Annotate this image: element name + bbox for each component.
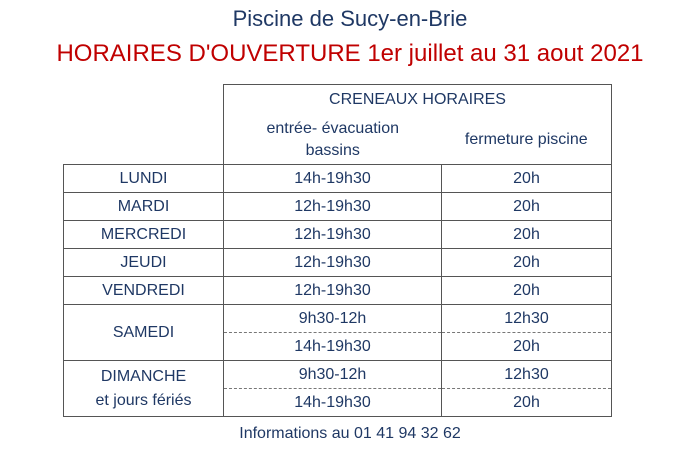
day-label: VENDREDI: [64, 277, 224, 305]
entry-evacuation-column-header: [224, 115, 442, 165]
day-label: JEUDI: [64, 249, 224, 277]
table-row: [64, 165, 612, 193]
entry-header-line1: entrée- évacuation: [266, 119, 400, 137]
entry-time: 9h30-12h: [224, 361, 442, 389]
closing-time: 20h: [442, 333, 612, 361]
closing-time: 20h: [442, 249, 612, 277]
schedule-table: [63, 84, 612, 417]
closing-time: 20h: [442, 221, 612, 249]
closing-time: 20h: [442, 389, 612, 417]
entry-time: 12h-19h30: [224, 221, 442, 249]
empty-corner-cell: [64, 85, 224, 165]
closing-time: 12h30: [442, 361, 612, 389]
day-label: MARDI: [64, 193, 224, 221]
closing-column-header: fermeture piscine: [442, 115, 612, 165]
day-label: LUNDI: [64, 165, 224, 193]
closing-time: 20h: [442, 277, 612, 305]
closing-time: 20h: [442, 165, 612, 193]
entry-time: 12h-19h30: [224, 277, 442, 305]
pool-name-title: Piscine de Sucy-en-Brie: [232, 6, 468, 31]
entry-time: 14h-19h30: [224, 165, 442, 193]
table-row: [64, 221, 612, 249]
day-label-sunday: [64, 361, 224, 417]
entry-time: 9h30-12h: [224, 305, 442, 333]
table-row: [64, 249, 612, 277]
time-slots-group-header: CRENEAUX HORAIRES: [224, 85, 612, 116]
closing-time: 20h: [442, 193, 612, 221]
table-row: [64, 193, 612, 221]
table-row-sunday-morning: [64, 361, 612, 389]
opening-hours-heading: HORAIRES D'OUVERTURE 1er juillet au 31 aout 2021: [56, 40, 644, 67]
table-row: [64, 277, 612, 305]
entry-header-line2: bassins: [305, 141, 360, 159]
closing-time: 12h30: [442, 305, 612, 333]
day-label-saturday: SAMEDI: [64, 305, 224, 361]
entry-time: 12h-19h30: [224, 193, 442, 221]
entry-time: 14h-19h30: [224, 389, 442, 417]
sunday-label-line1: DIMANCHE: [100, 367, 187, 385]
day-label: MERCREDI: [64, 221, 224, 249]
table-row-saturday-morning: [64, 305, 612, 333]
sunday-label-line2: et jours fériés: [95, 391, 192, 409]
entry-time: 14h-19h30: [224, 333, 442, 361]
header-row-group: [64, 85, 612, 116]
info-phone-line: Informations au 01 41 94 32 62: [239, 425, 461, 442]
entry-time: 12h-19h30: [224, 249, 442, 277]
